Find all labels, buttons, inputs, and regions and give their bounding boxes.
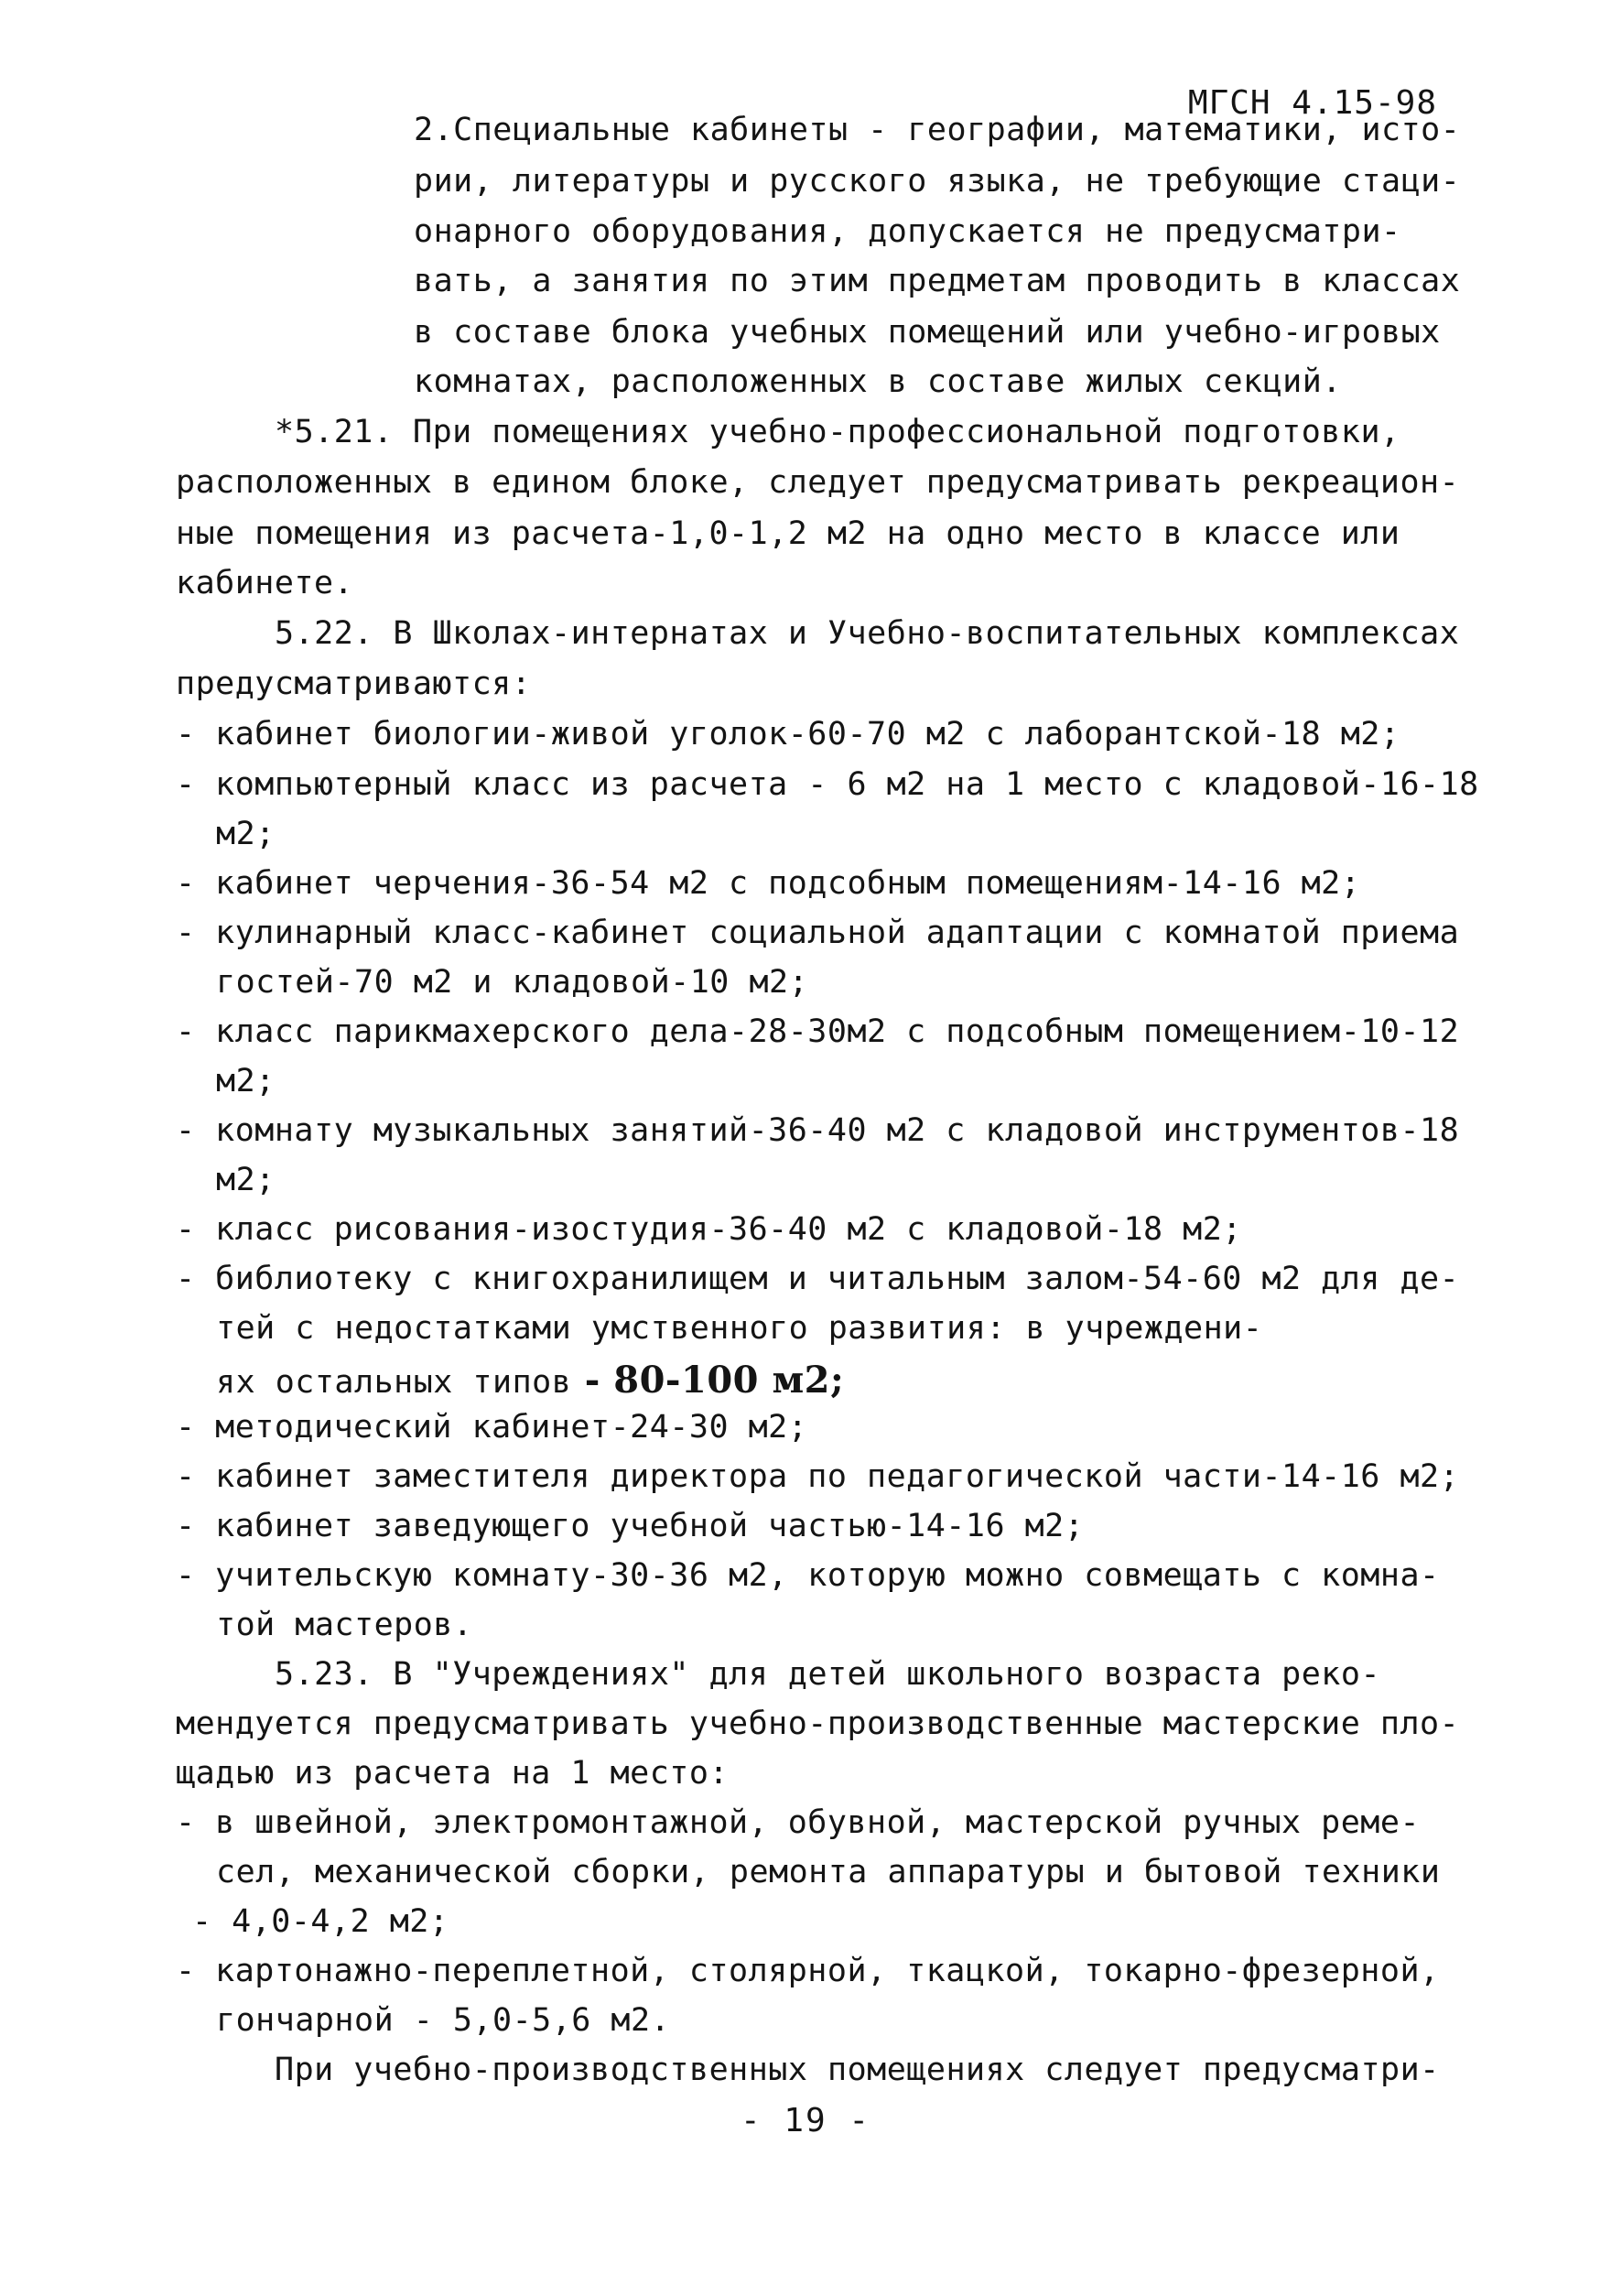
text-line [216,1359,845,1402]
text-line [216,964,809,1001]
text-line [176,917,1459,949]
text-line-content: *5.21. При помещениях учебно-профессиональной подготовки, [275,414,1400,450]
text-line [176,1755,730,1792]
text-line [414,314,1441,351]
text-line [176,1955,1440,1987]
text-line [176,668,531,700]
text-line-content: - кабинет заместителя директора по педагогической части-14-16 м2; [176,1458,1460,1495]
text-line [414,363,1342,400]
text-line-content: - класс парикмахерского дела-28-30м2 с подсобным помещением-10-12 [176,1013,1460,1050]
text-line [216,1063,276,1099]
text-line [176,1458,1460,1495]
text-line-content: в составе блока учебных помещений или учебно-игровых [414,314,1441,351]
text-line [216,818,276,850]
text-line-content: - учительскую комнату-30-36 м2, которую можно совмещать с комна- [176,1557,1440,1594]
text-line-content: вать, а занятия по этим предметам проводить в классах [414,263,1461,299]
text-line-content: рии, литературы и русского языка, не требующие стаци- [414,163,1461,200]
text-line-content: сел, механической сборки, ремонта аппаратуры и бытовой техники [216,1854,1441,1890]
text-line-content: - кулинарный класс-кабинет социальной адаптации с комнатой приема [176,915,1460,951]
bold-area-value: - 80-100 м2; [571,1359,845,1402]
text-line [216,1310,1263,1347]
text-line [414,163,1461,200]
text-line-content: - картонажно-переплетной, столярной, ткацкой, токарно-фрезерной, [176,1953,1440,1989]
text-line [176,565,354,601]
text-line [216,1854,1441,1890]
text-line-content: - кабинет биологии-живой уголок-60-70 м2 с лаборантской-18 м2; [176,716,1400,753]
text-line-content: ях остальных типов [216,1364,572,1401]
text-line [176,766,1479,803]
text-line-content: м2; [216,816,276,852]
text-line-content: гончарной - 5,0-5,6 м2. [216,2002,671,2039]
text-line-content: - кабинет черчения-36-54 м2 с подсобным помещениям-14-16 м2; [176,865,1361,902]
text-line-content: - библиотеку с книгохранилищем и читальным залом-54-60 м2 для де- [176,1261,1460,1297]
text-line [176,515,1400,552]
text-line [216,2002,671,2039]
text-line [192,1903,449,1940]
text-line [275,1656,1381,1693]
text-line-content: 5.23. В "Учреждениях" для детей школьного возраста реко- [275,1656,1381,1693]
text-line [176,1557,1440,1594]
text-line-content: мендуется предусматривать учебно-производственные мастерские пло- [176,1706,1460,1742]
text-line [216,1164,276,1197]
text-line [176,1112,1460,1149]
text-line-content: 2.Специальные кабинеты - географии, математики, исто- [414,112,1461,148]
document-code: МГСН 4.15-98 [1187,84,1437,122]
text-line [176,865,1361,902]
text-line-content: тей с недостатками умственного развития: в учреждени- [216,1310,1263,1347]
text-line-content: щадью из расчета на 1 место: [176,1755,730,1792]
text-line [216,1609,472,1641]
text-line [414,213,1401,250]
text-line [176,1804,1421,1841]
text-line [176,1013,1460,1050]
text-line-content: той мастеров. [216,1607,473,1643]
text-line-content: м2; [216,1063,276,1099]
text-line-content: - 4,0-4,2 м2; [192,1903,449,1940]
text-line [176,1211,1242,1248]
text-line-content: 5.22. В Школах-интернатах и Учебно-воспитательных комплексах [275,615,1460,652]
text-line [176,1263,1459,1295]
text-line-content: - в швейной, электромонтажной, обувной, мастерской ручных реме- [176,1804,1421,1841]
text-line-content: расположенных в едином блоке, следует предусматривать рекреацион- [176,464,1460,501]
text-line-content: комнатах, расположенных в составе жилых секций. [414,363,1342,400]
page-number: - 19 - [740,2102,871,2139]
text-line-content: ные помещения из расчета-1,0-1,2 м2 на одно место в классе или [176,515,1400,552]
text-line-content: - комнату музыкальных занятий-36-40 м2 с кладовой инструментов-18 [176,1112,1460,1149]
text-line [275,2054,1440,2086]
text-line-content: кабинете. [176,565,354,601]
text-line-content: предусматриваются: [176,666,532,702]
text-line [414,265,1460,298]
text-line-content: - компьютерный класс из расчета - 6 м2 на 1 место с кладовой-16-18 [176,766,1479,803]
text-line-content: - класс рисования-изостудия-36-40 м2 с кладовой-18 м2; [176,1211,1242,1248]
text-line-content: - кабинет заведующего учебной частью-14-16 м2; [176,1508,1085,1544]
text-line [176,1708,1459,1740]
text-line-content: м2; [216,1162,276,1198]
text-line-content: - методический кабинет-24-30 м2; [176,1409,808,1446]
text-line-content: При учебно-производственных помещениях следует предусматри- [275,2052,1440,2088]
text-line [176,1508,1085,1544]
text-line [176,464,1460,501]
text-line [275,615,1460,652]
text-line [414,114,1460,146]
text-line [176,716,1400,753]
text-line [176,1409,808,1446]
text-line-content: онарного оборудования, допускается не предусматри- [414,213,1401,250]
text-line-content: гостей-70 м2 и кладовой-10 м2; [216,964,809,1001]
text-line [275,414,1400,450]
